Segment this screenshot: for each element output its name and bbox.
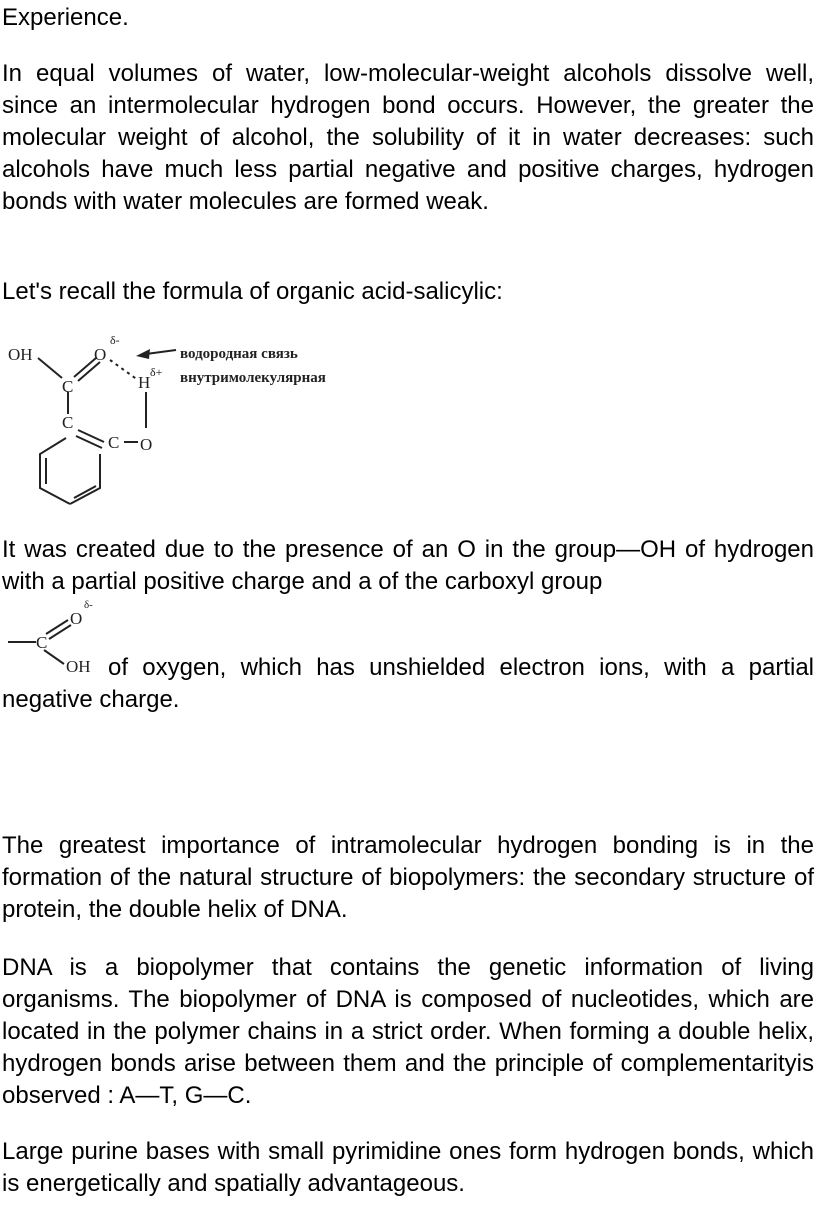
hydrogen-label: H xyxy=(138,373,151,392)
oxygen-label: O xyxy=(94,345,107,364)
oh-label: OH xyxy=(8,345,33,364)
salicylic-acid-structure xyxy=(0,330,380,505)
carbon-label: C xyxy=(36,633,48,652)
hydrogen-bond-label-line1: водородная связь xyxy=(180,346,298,362)
carbon-label: C xyxy=(108,433,120,452)
paragraph-biopolymers: The greatest importance of intramolecular hydrogen bonding is in the formation of the natural structure of biopolymers: the secondary structure of protein, the double helix of DNA. xyxy=(2,832,814,923)
paragraph-hydrogen-bond-explanation: It was created due to the presence of an O in the group—OH of hydrogen with a partial positive charge and a of the carboxyl group xyxy=(2,536,814,595)
partial-positive-label: δ+ xyxy=(150,365,163,379)
partial-negative-label: δ- xyxy=(110,333,120,347)
carbon-label: C xyxy=(62,377,74,396)
paragraph-dna: DNA is a biopolymer that contains the genetic information of living organisms. The biopolymer of DNA is composed of nucleotides, which are located in the polymer chains in a strict order. When forming a double helix, hydrogen bonds arise between them and the principle of complementarityis observed : A—T, G—C. xyxy=(2,954,814,1109)
paragraph-oxygen-charge: of oxygen, which has unshielded electron ions, with a partial negative charge. xyxy=(2,654,814,713)
carbon-label: C xyxy=(62,413,74,432)
hydrogen-bond-label-line2: внутримолекулярная xyxy=(180,370,326,386)
oh-label: OH xyxy=(66,657,91,676)
paragraph-alcohol-solubility: In equal volumes of water, low-molecular-weight alcohols dissolve well, since an intermolecular hydrogen bond occurs. However, the greater the molecular weight of alcohol, the solubility of it in water decreases: such alcohols have much less partial negative and positive charges, hydrogen bonds with water molecules are formed weak. xyxy=(2,60,814,215)
paragraph-experience: Experience. xyxy=(2,4,129,31)
partial-negative-label: δ- xyxy=(84,600,93,611)
paragraph-salicylic-intro: Let's recall the formula of organic acid-salicylic: xyxy=(2,278,503,305)
paragraph-purine-pyrimidine: Large purine bases with small pyrimidine ones form hydrogen bonds, which is energetically and spatially advantageous. xyxy=(2,1138,814,1197)
oxygen-label: O xyxy=(140,435,153,454)
oxygen-label: O xyxy=(70,609,83,628)
